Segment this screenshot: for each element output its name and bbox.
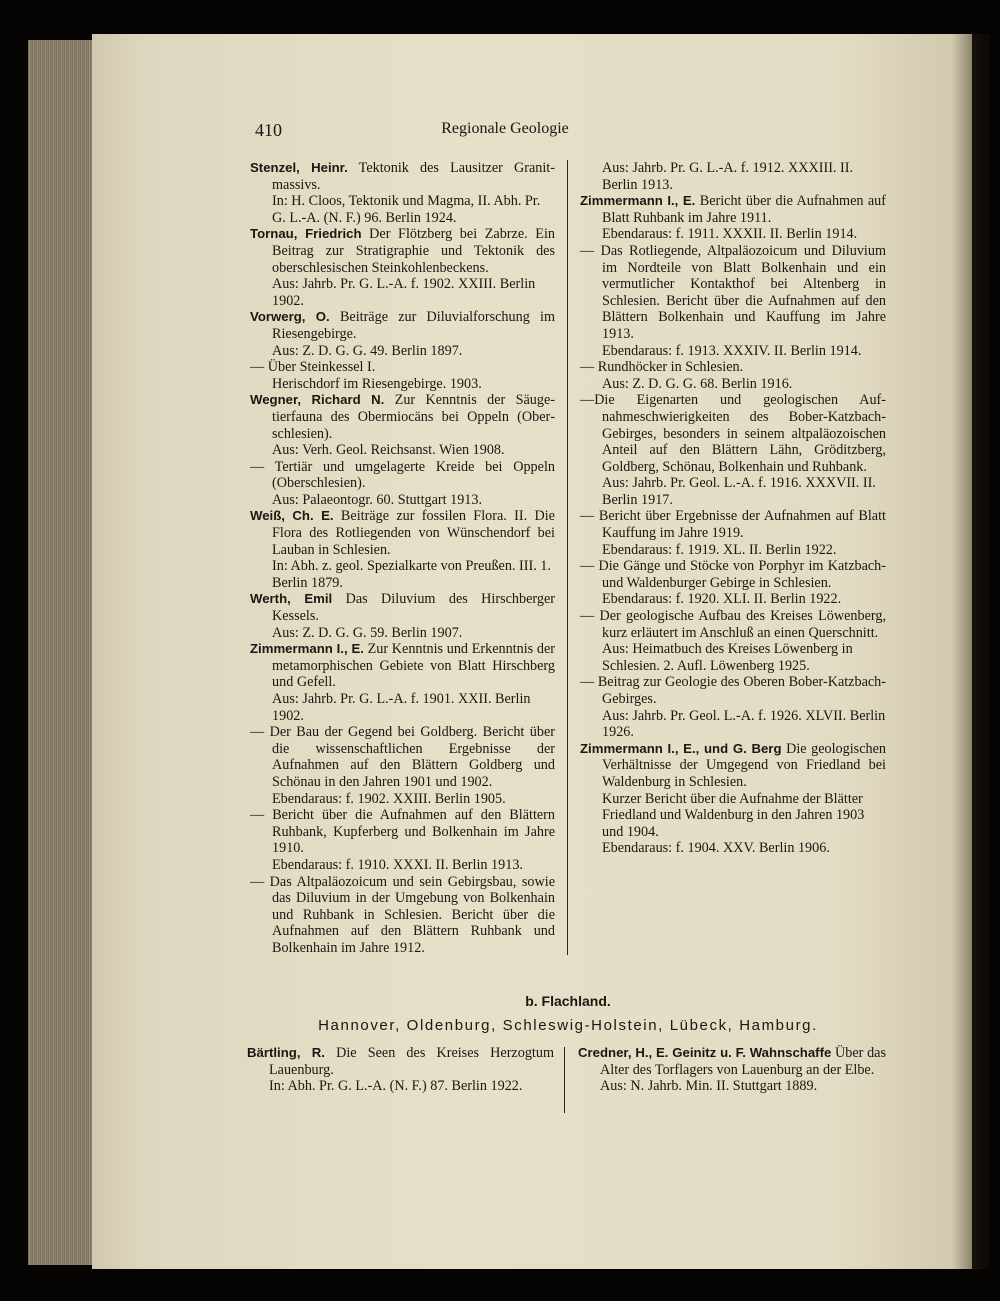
entry-title-line	[578, 1045, 886, 1078]
entry-title: Der Flötzberg bei Zabrze. Ein Beitrag zur Stratigraphie und Tektonik des oberschlesischen Steinkohlenbeckens.	[272, 226, 556, 276]
bibliography-entry	[250, 874, 555, 957]
entry-title-line	[580, 392, 886, 475]
entry-title: Das Diluvium des Hirschberger Kessels.	[272, 591, 555, 625]
entry-title-line	[250, 459, 555, 492]
left-column	[250, 160, 555, 957]
entry-title-line	[250, 807, 555, 857]
entry-title: Beiträge zur fossilen Flora. II. Die Flora des Rotliegenden von Wünschendorf bei Lauban in Schlesien.	[272, 508, 555, 558]
page-header	[255, 120, 635, 142]
section-left-column	[247, 1045, 554, 1095]
entry-source: Aus: Z. D. G. G. 59. Berlin 1907.	[272, 624, 463, 641]
entry-source: In: Abh. Pr. G. L.-A. (N. F.) 87. Berlin 1922.	[269, 1078, 523, 1095]
section-column-divider	[564, 1047, 565, 1113]
bibliography-entry	[580, 392, 886, 508]
bibliography-entry	[250, 392, 555, 458]
bibliography-entry	[580, 674, 886, 740]
entry-title-line	[250, 309, 555, 342]
entry-title: Tektonik des Lausitzer Granitmassivs.	[272, 160, 555, 193]
entry-title-line	[580, 608, 886, 641]
entry-author: Tornau, Friedrich	[250, 226, 362, 242]
entry-title: Die geologischen Verhältnisse der Umgegend von Friedland bei Waldenburg in Schlesien.	[602, 740, 886, 790]
section-right-column	[578, 1045, 886, 1095]
entry-title-line	[250, 591, 555, 624]
entry-source: Aus: N. Jahrb. Min. II. Stuttgart 1889.	[600, 1078, 818, 1095]
bibliography-entry	[250, 807, 555, 873]
entry-title: Bericht über die Aufnahmen auf Blatt Ruhbank im Jahre 1911.	[602, 193, 887, 226]
entry-author: Credner, H., E. Geinitz u. F. Wahnschaffe	[578, 1045, 832, 1060]
entry-title: — Das Altpaläozoicum und sein Gebirgsbau, sowie das Diluvium in der Umgebung von Bolkenhain und Ruhbank in Schlesien. Bericht über die Aufnahmen auf den Blättern Ruhbank und Bolkenhain im Jahre 1912.	[250, 873, 555, 956]
running-title: Regionale Geologie	[441, 120, 569, 137]
entry-title-line	[580, 508, 886, 541]
entry-source: Ebendaraus: f. 1904. XXV. Berlin 1906.	[602, 840, 830, 857]
entry-title: Zur Kenntnis und Erkenntnis der metamorphischen Gebiete von Blatt Hirschberg und Gefell.	[272, 641, 555, 691]
bibliography-entry	[250, 724, 555, 807]
entry-source: Aus: Jahrb. Pr. Geol. L.-A. f. 1916. XXXVII. II. Berlin 1917.	[602, 475, 876, 508]
entry-author: Wegner, Richard N.	[250, 392, 385, 408]
entry-title: — Bericht über die Aufnahmen auf den Blättern Ruhbank, Kupferberg und Bolkenhain im Jahre 1910.	[250, 807, 555, 857]
entry-title-line	[250, 392, 555, 442]
bibliography-entry	[250, 459, 555, 509]
entry-title-line	[580, 558, 886, 591]
entry-source: Kurzer Bericht über die Aufnahme der Blätter Friedland und Waldenburg in den Jahren 1903 und 1904.	[602, 790, 865, 840]
entry-author: Zimmermann I., E., und G. Berg	[580, 740, 782, 756]
entry-title: Beiträge zur Diluvialforschung im Riesengebirge.	[272, 309, 555, 342]
bibliography-entry	[580, 359, 886, 392]
entry-title-line	[247, 1045, 554, 1078]
bibliography-entry	[580, 741, 886, 857]
entry-title: — Beitrag zur Geologie des Oberen Bober-Katzbach-Gebirges.	[580, 674, 886, 707]
entry-source: Ebendaraus: f. 1911. XXXII. II. Berlin 1914.	[602, 226, 858, 243]
bibliography-entry	[250, 359, 555, 392]
entry-title-line	[250, 508, 555, 558]
entry-title: — Über Steinkessel I.	[250, 359, 376, 376]
entry-author: Zimmermann I., E.	[580, 193, 696, 209]
entry-source: Aus: Z. D. G. G. 49. Berlin 1897.	[272, 342, 463, 359]
entry-source: Ebendaraus: f. 1913. XXXIV. II. Berlin 1914.	[602, 342, 862, 359]
entry-source: Aus: Z. D. G. G. 68. Berlin 1916.	[602, 375, 793, 392]
entry-title-line	[580, 359, 886, 376]
entry-source: Ebendaraus: f. 1910. XXXI. II. Berlin 1913.	[272, 856, 523, 873]
entry-source: Herischdorf im Riesengebirge. 1903.	[272, 375, 482, 392]
entry-title: — Die Gänge und Stöcke von Porphyr im Katzbach- und Waldenburger Gebirge in Schlesien.	[580, 558, 886, 591]
entry-author: Werth, Emil	[250, 591, 333, 607]
bibliography-entry	[250, 226, 555, 309]
column-divider	[567, 160, 568, 955]
entry-source: In: H. Cloos, Tektonik und Magma, II. Abh. Pr. G. L.-A. (N. F.) 96. Berlin 1924.	[272, 193, 541, 226]
entry-title-line	[250, 160, 555, 193]
entry-title: — Bericht über Ergebnisse der Aufnahmen auf Blatt Kauffung im Jahre 1919.	[580, 508, 886, 542]
bibliography-entry	[247, 1045, 554, 1095]
entry-source: Ebendaraus: f. 1920. XLI. II. Berlin 1922.	[602, 591, 842, 608]
bibliography-entry	[250, 641, 555, 724]
entry-title: Zur Kenntnis der Säugetierfauna des Obermiocäns bei Oppeln (Oberschlesien).	[272, 392, 555, 442]
entry-author: Weiß, Ch. E.	[250, 508, 334, 524]
bibliography-entry	[250, 309, 555, 359]
entry-source: Ebendaraus: f. 1902. XXIII. Berlin 1905.	[272, 790, 506, 807]
entry-title-line	[250, 874, 555, 957]
entry-title-line	[580, 243, 886, 343]
entry-source: Aus: Jahrb. Pr. Geol. L.-A. f. 1926. XLVII. Berlin 1926.	[602, 707, 886, 741]
entry-title-line	[250, 226, 555, 276]
entry-author: Vorwerg, O.	[250, 309, 330, 325]
bibliography-entry	[250, 591, 555, 641]
entry-title-line	[250, 641, 555, 691]
section-heading: b. Flachland.	[525, 993, 611, 1009]
entry-title: — Der geologische Aufbau des Kreises Löwenberg, kurz erläutert im Anschluß an einen Querschnitt.	[580, 608, 886, 641]
entry-source: In: Abh. z. geol. Spezialkarte von Preußen. III. 1. Berlin 1879.	[272, 558, 551, 591]
bibliography-entry	[580, 608, 886, 674]
entry-source: Aus: Heimatbuch des Kreises Löwenberg in Schlesien. 2. Aufl. Löwenberg 1925.	[602, 641, 853, 674]
entry-author: Bärtling, R.	[247, 1045, 325, 1060]
entry-source: Ebendaraus: f. 1919. XL. II. Berlin 1922.	[602, 541, 837, 558]
entry-title: —Die Eigenarten und geologischen Aufnahmeschwierigkeiten des Bober-Katzbach-Gebirges, besonders in seinem altpaläozoischen Anteil auf den Blättern Lähn, Gröditzberg, Goldberg, Schönau, Bolkenhain und Ruhbank.	[580, 392, 886, 475]
entry-title: Über das Alter des Torflagers von Lauenburg an der Elbe.	[600, 1045, 886, 1078]
entry-title: — Der Bau der Gegend bei Goldberg. Bericht über die wissenschaftlichen Ergebnisse der Aufnahmen auf den Blättern Goldberg und Schönau in den Jahren 1901 und 1902.	[250, 724, 555, 790]
section-subheading: Hannover, Oldenburg, Schleswig-Holstein, Lübeck, Hamburg.	[318, 1017, 818, 1034]
entry-title: — Tertiär und umgelagerte Kreide bei Oppeln (Oberschlesien).	[250, 458, 555, 492]
page-number: 410	[255, 120, 282, 140]
bibliography-entry	[580, 243, 886, 359]
entry-title-line	[250, 724, 555, 790]
entry-source: Aus: Verh. Geol. Reichsanst. Wien 1908.	[272, 442, 505, 459]
entry-title-line	[580, 193, 886, 226]
entry-title-line	[580, 674, 886, 707]
entry-source: Aus: Palaeontogr. 60. Stuttgart 1913.	[272, 491, 483, 508]
entry-author: Stenzel, Heinr.	[250, 160, 348, 175]
entry-source: Aus: Jahrb. Pr. G. L.-A. f. 1901. XXII. Berlin 1902.	[272, 691, 531, 724]
bibliography-entry	[580, 160, 886, 193]
entry-title: — Rundhöcker in Schlesien.	[580, 359, 744, 376]
entry-author: Zimmermann I., E.	[250, 641, 364, 657]
entry-source: Aus: Jahrb. Pr. G. L.-A. f. 1912. XXXIII. II. Berlin 1913.	[602, 160, 854, 193]
bibliography-entry	[250, 160, 555, 226]
page-gutter	[952, 34, 990, 1269]
entry-title: — Das Rotliegende, Altpaläozoicum und Diluvium im Nordteile von Blatt Bolkenhain und ein vermutlicher Kontakthof bei Altenberg in Schlesien. Bericht über die Aufnahmen auf den Blättern Bolkenhain und Kauffung im Jahre 1913.	[580, 242, 886, 342]
entry-title-line	[250, 359, 555, 376]
entry-title: Die Seen des Kreises Herzogtum Lauenburg.	[269, 1045, 554, 1078]
bibliography-entry	[580, 193, 886, 243]
bibliography-entry	[250, 508, 555, 591]
entry-title-line	[580, 741, 886, 791]
right-column	[580, 160, 886, 857]
bibliography-entry	[580, 508, 886, 558]
bibliography-entry	[580, 558, 886, 608]
entry-source: Aus: Jahrb. Pr. G. L.-A. f. 1902. XXIII. Berlin 1902.	[272, 276, 536, 309]
bibliography-entry	[578, 1045, 886, 1095]
